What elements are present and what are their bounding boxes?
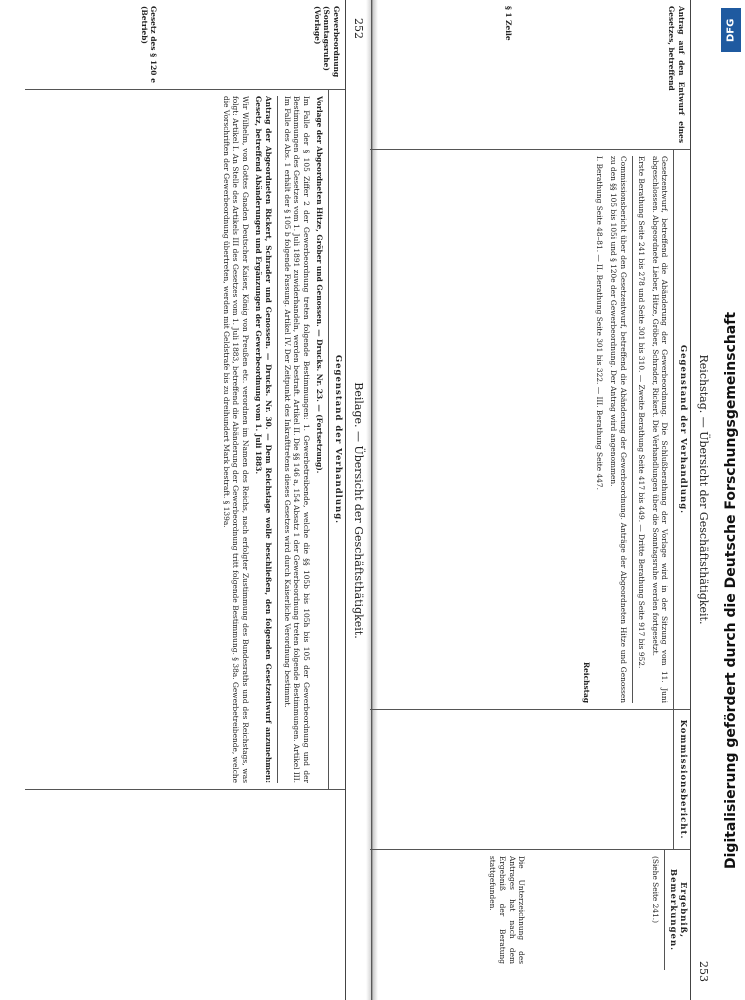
- right-entry-1-text: Gesetzentwurf, betreffend die Abänderung der Gewerbeordnung. Die Schlußberathung der Vorlage wird in der Sitzung vom 11. Juni abgeschlossen. Abgeordnete Lieber, Hitze, Gröber, Schrader, Rickert. Die Verhandlungen über die Sonntagsruhe werden fortgesetzt.: [650, 156, 670, 703]
- watermark-text: Digitalisierung gefördert durch die Deutsche Forschungsgemeinschaft: [723, 311, 739, 869]
- right-page-content: [372, 0, 717, 1000]
- right-page-number: 253: [697, 961, 711, 982]
- left-running-head-text: Beilage. — Übersicht der Geschäftsthätigkeit.: [352, 382, 366, 639]
- left-entry-2-text: Antrag der Abgeordneten Rickert, Schrader und Genossen. — Drucks. Nr. 30. — Dem Reichstage wolle beschließen, den folgenden Gesetzentwurf anzunehmen: Gesetz, betreffend Abänderungen und Ergänzungen der Gewerbeordnung vom 1. Juli 1883.: [254, 96, 274, 783]
- right-entry-2-result: Die Unterzeichnung des Antrages hat nach dem Ergebniß der Beratung stattgefunden.: [488, 856, 527, 964]
- left-page-content: [0, 0, 372, 1000]
- right-main-column: [370, 150, 690, 710]
- left-entry-1-text: Vorlage der Abgeordneten Hitze, Gröber und Genossen. — Drucks. Nr. 23. — (Fortsetzung).: [315, 96, 325, 474]
- left-subject-column: [25, 0, 345, 90]
- dfg-logo: DFG: [721, 8, 741, 52]
- left-blank-column: [25, 790, 345, 970]
- left-main-column: [25, 90, 345, 790]
- right-entry-2-text: Commissionsbericht über den Gesetzentwurf, betreffend die Abänderung der Gewerbeordnung. Anträge der Abgeordneten Hitze und Genossen zu den §§ 105 bis 105i und § 120e der Gewerbeordnung. Der Antrag wird angenommen.: [609, 156, 628, 703]
- left-page: [0, 0, 372, 1000]
- right-subject-column: [370, 0, 690, 150]
- right-entry-1-subject: Antrag auf den Entwurf eines Gesetzes, betreffend: [667, 6, 686, 143]
- right-column-header-main: Gegenstand der Verhandlung.: [673, 150, 690, 709]
- right-column-header-result: Ergebniß, Bemerkungen.: [664, 850, 690, 970]
- left-entry-2-body: Wir Wilhelm, von Gottes Gnaden Deutscher Kaiser, König von Preußen etc. verordnen im Namen des Reichs, nach erfolgter Zustimmung des Bundesraths und des Reichstags, was folgt: Artikel I. An Stelle des Artikels III des Gesetzes vom 1. Juli 1883, betreffend die Abänderung der Gewerbeordnung tritt folgende Bestimmung. § 38a. Gewerbetreibende, welche die Vorschriften der Gewerbeordnung übertreten, werden mit Geldstrafe bis zu dreihundert Mark bestraft. § 139a.: [221, 96, 250, 783]
- right-result-column: [370, 850, 690, 970]
- right-footer-signature: Reichstag: [581, 661, 591, 703]
- right-columns: [370, 0, 690, 1000]
- left-entry-2-subject: Gesetz des § 120 e (Betrieb): [139, 6, 159, 83]
- left-entry-1-body: Im Falle der § 105 Ziffer 2 der Gewerbeordnung treten folgende Bestimmungen: 1. Gewerbetreibende, welche die §§ 105b bis 105h bis 105 der Gewerbeordnung und der Bestimmungen des Gesetzes vom 1. Juli 1891 zuwiderhandeln, werden bestraft. Artikel II. Die §§ 146 a, 154 Absatz 1 der Gewerbeordnung treten folgende Bestimmungen. Artikel III. Im Falle des Abs. 1 erhält der § 105 b folgende Fassung. Artikel IV. Der Zeitpunkt des Inkrafttretens dieses Gesetzes wird durch Kaiserliche Verordnung bestimmt.: [282, 96, 311, 783]
- right-page: [372, 0, 745, 1000]
- right-entry-1-result: (Siehe Seite 241.): [650, 856, 660, 923]
- right-entry-2-subject: § 1 Zeile: [503, 6, 513, 41]
- right-commission-column: [370, 710, 690, 850]
- left-column-header: Gegenstand der Verhandlung.: [328, 90, 345, 789]
- right-running-head-text: Reichstag. — Übersicht der Geschäftsthätigkeit.: [697, 354, 711, 625]
- left-page-number: 252: [352, 18, 366, 39]
- right-column-header-commission: Kommissionsbericht.: [673, 710, 690, 849]
- right-entry-1-note: Erste Berathung Seite 241 bis 278 und Seite 301 bis 310. — Zweite Berathung Seite 417 bis 449. — Dritte Berathung Seite 917 bis 952.: [637, 156, 647, 669]
- right-entry-2-note: I. Berathung Seite 48–81. — II. Berathung Seite 301 bis 322. — III. Berathung Seite 447.: [595, 156, 605, 490]
- left-columns: [25, 0, 345, 1000]
- watermark-strip: [719, 0, 745, 1000]
- right-running-head: [690, 0, 717, 1000]
- left-entry-1-subject: Gewerbeordnung (Sonntagsruhe) (Vorlage): [312, 6, 341, 78]
